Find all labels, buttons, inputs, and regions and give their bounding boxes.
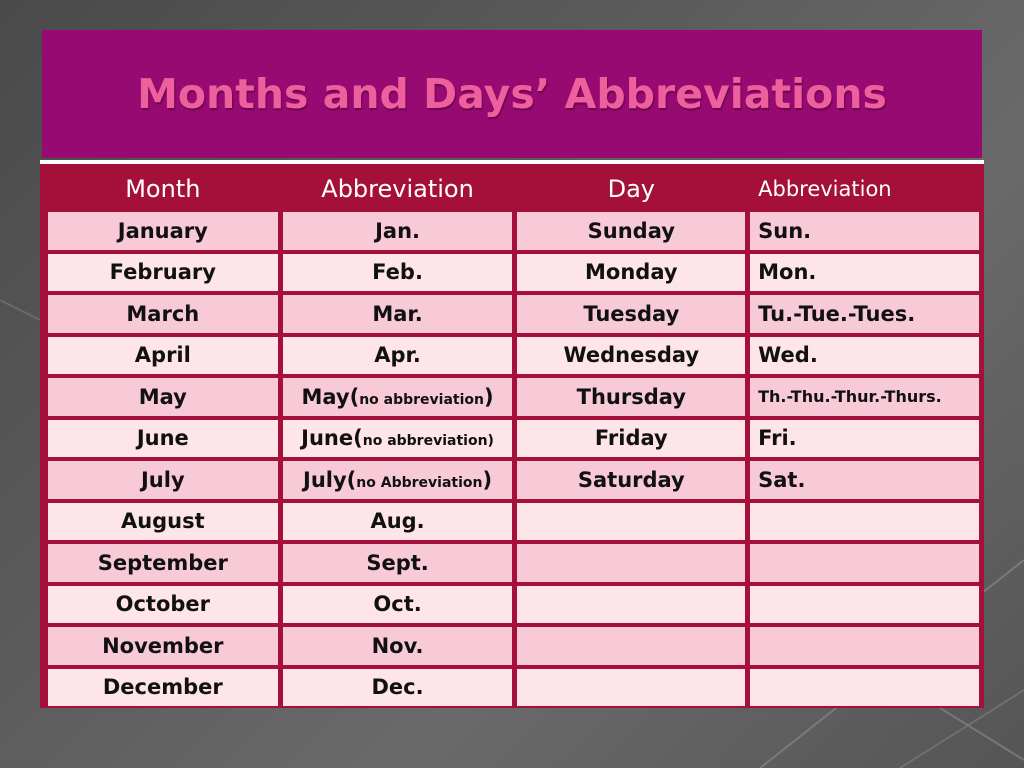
table-row bbox=[48, 461, 979, 499]
month-cell: May bbox=[48, 378, 278, 416]
month-abbr-cell: Apr. bbox=[283, 337, 513, 375]
month-abbr-cell: Dec. bbox=[283, 669, 513, 707]
table-row bbox=[48, 544, 979, 582]
month-cell: March bbox=[48, 295, 278, 333]
abbr-note-text: no abbreviation) bbox=[362, 433, 494, 450]
day-abbr-cell: Wed. bbox=[750, 337, 979, 375]
month-cell: August bbox=[48, 503, 278, 541]
month-abbr-cell bbox=[283, 461, 513, 499]
day-cell: Tuesday bbox=[517, 295, 745, 333]
month-cell: December bbox=[48, 669, 278, 707]
day-cell bbox=[517, 586, 745, 624]
day-abbr-cell: Mon. bbox=[750, 254, 979, 292]
abbr-main-text: July( bbox=[303, 467, 357, 492]
day-abbr-cell: Th.-Thu.-Thur.-Thurs. bbox=[750, 378, 979, 416]
month-abbr-cell bbox=[283, 420, 513, 458]
day-cell bbox=[517, 503, 745, 541]
day-abbr-cell bbox=[750, 586, 979, 624]
table-row bbox=[48, 337, 979, 375]
header-month-abbreviation: Abbreviation bbox=[283, 170, 513, 208]
month-cell: June bbox=[48, 420, 278, 458]
header-month: Month bbox=[48, 170, 278, 208]
header-row bbox=[48, 170, 979, 208]
abbr-note-text: no Abbreviation bbox=[356, 474, 483, 491]
day-cell: Sunday bbox=[517, 212, 745, 250]
table-row bbox=[48, 420, 979, 458]
abbr-main-text: June( bbox=[301, 426, 363, 451]
day-abbr-cell: Sat. bbox=[750, 461, 979, 499]
day-cell: Wednesday bbox=[517, 337, 745, 375]
month-cell: February bbox=[48, 254, 278, 292]
table-row bbox=[48, 295, 979, 333]
month-abbr-cell: Feb. bbox=[283, 254, 513, 292]
abbreviation-table bbox=[43, 166, 984, 710]
day-abbr-cell: Sun. bbox=[750, 212, 979, 250]
day-cell bbox=[517, 669, 745, 707]
month-abbr-cell: Nov. bbox=[283, 627, 513, 665]
day-abbr-cell: Fri. bbox=[750, 420, 979, 458]
day-cell: Thursday bbox=[517, 378, 745, 416]
abbr-close-text: ) bbox=[484, 384, 494, 409]
abbr-main-text: May( bbox=[301, 384, 360, 409]
abbreviation-table-container bbox=[40, 160, 984, 708]
day-abbr-cell: Tu.-Tue.-Tues. bbox=[750, 295, 979, 333]
day-abbr-cell bbox=[750, 503, 979, 541]
month-abbr-cell: Jan. bbox=[283, 212, 513, 250]
table-row bbox=[48, 378, 979, 416]
table-row bbox=[48, 669, 979, 707]
abbr-note-text: no abbreviation bbox=[359, 391, 484, 408]
table-row bbox=[48, 212, 979, 250]
day-cell bbox=[517, 544, 745, 582]
month-abbr-cell bbox=[283, 378, 513, 416]
table-row bbox=[48, 503, 979, 541]
month-abbr-cell: Sept. bbox=[283, 544, 513, 582]
month-cell: April bbox=[48, 337, 278, 375]
month-cell: July bbox=[48, 461, 278, 499]
month-cell: January bbox=[48, 212, 278, 250]
day-cell bbox=[517, 627, 745, 665]
day-cell: Saturday bbox=[517, 461, 745, 499]
month-abbr-cell: Mar. bbox=[283, 295, 513, 333]
header-day-abbreviation: Abbreviation bbox=[750, 170, 979, 208]
month-cell: October bbox=[48, 586, 278, 624]
table-row bbox=[48, 627, 979, 665]
day-abbr-cell bbox=[750, 627, 979, 665]
month-abbr-cell: Aug. bbox=[283, 503, 513, 541]
month-cell: September bbox=[48, 544, 278, 582]
month-cell: November bbox=[48, 627, 278, 665]
table-row bbox=[48, 586, 979, 624]
header-day: Day bbox=[517, 170, 745, 208]
day-abbr-cell bbox=[750, 544, 979, 582]
day-cell: Monday bbox=[517, 254, 745, 292]
day-cell: Friday bbox=[517, 420, 745, 458]
slide-title: Months and Days’ Abbreviations bbox=[137, 70, 887, 118]
title-bar bbox=[42, 30, 982, 158]
table-row bbox=[48, 254, 979, 292]
month-abbr-cell: Oct. bbox=[283, 586, 513, 624]
abbr-close-text: ) bbox=[482, 467, 493, 492]
day-abbr-cell bbox=[750, 669, 979, 707]
